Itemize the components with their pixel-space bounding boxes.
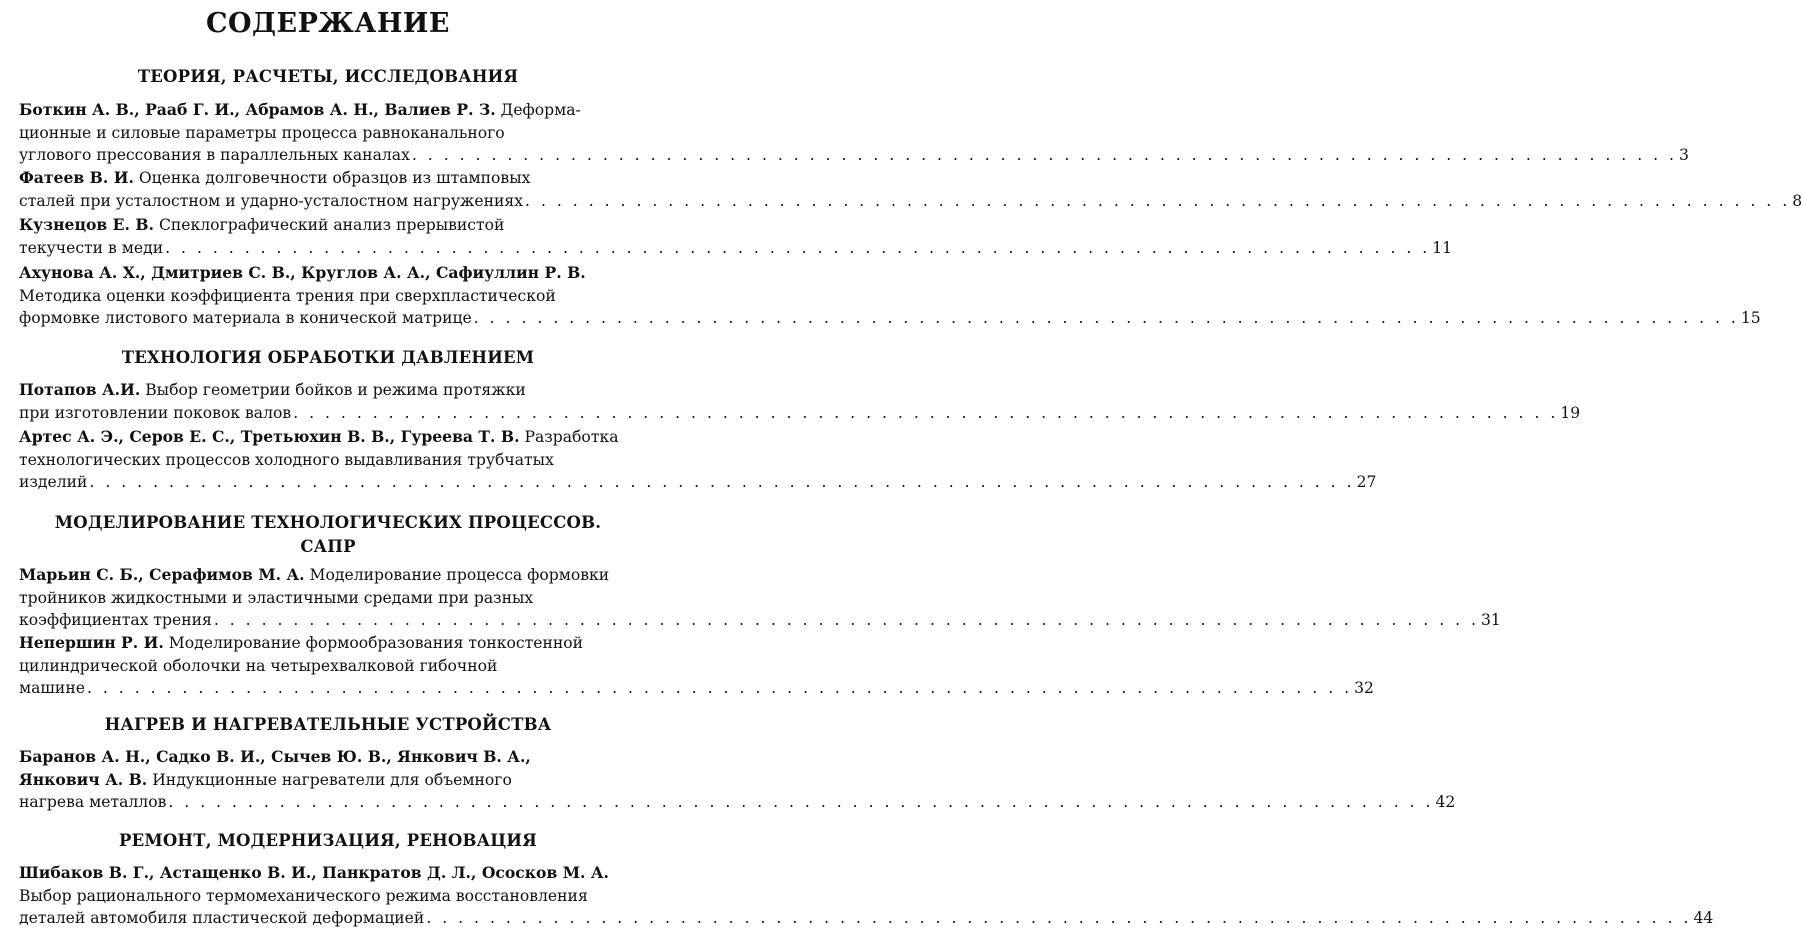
section-heading-line: ТЕХНОЛОГИЯ ОБРАБОТКИ ДАВЛЕНИЕМ bbox=[121, 348, 535, 367]
entry-line: Артес А. Э., Серов Е. С., Третьюхин В. В., Гуреева Т. В. Разработка bbox=[19, 427, 619, 446]
entry-line bbox=[19, 262, 631, 285]
entry-line: цилиндрической оболочки на четырехвалковой гибочной bbox=[19, 656, 498, 675]
entry-line: Выбор рационального термомеханического режима восстановления bbox=[19, 886, 588, 905]
section-heading bbox=[0, 346, 656, 370]
dot-leader: . . . . . . . . . . . . . . . . . . . . . . . . . . . . . . . . . . . . . . . . . . . . . . . . . . . . . . . . . . . . . . . . . . . . . . . . . . . . . . . . bbox=[293, 403, 1559, 422]
entry-text: коэффициентах трения bbox=[19, 611, 212, 629]
dot-leader: . . . . . . . . . . . . . . . . . . . . . . . . . . . . . . . . . . . . . . . . . . . . . . . . . . . . . . . . . . . . . . . . . . . . . . . . . . . . . . . . bbox=[426, 909, 1692, 927]
page-title: СОДЕРЖАНИЕ bbox=[206, 8, 450, 39]
entry-text: сталей при усталостном и ударно-усталостном нагружениях bbox=[19, 191, 524, 210]
dot-leader: . . . . . . . . . . . . . . . . . . . . . . . . . . . . . . . . . . . . . . . . . . . . . . . . . . . . . . . . . . . . . . . . . . . . . . . . . . . . . . . . bbox=[89, 473, 1355, 491]
page-number: 19 bbox=[1560, 403, 1581, 422]
toc-entry[interactable] bbox=[19, 379, 1581, 424]
entry-line bbox=[19, 237, 1453, 260]
dot-leader: . . . . . . . . . . . . . . . . . . . . . . . . . . . . . . . . . . . . . . . . . . . . . . . . . . . . . . . . . . . . . . . . . . . . . . . . . . . . . . . . bbox=[165, 238, 1431, 257]
entry-line: Фатеев В. И. Оценка долговечности образцов из штамповых bbox=[19, 168, 531, 187]
entry-text: машине bbox=[19, 679, 85, 697]
entry-line bbox=[19, 609, 1501, 632]
page-number: 31 bbox=[1481, 611, 1501, 629]
toc-entry[interactable] bbox=[19, 746, 1456, 814]
entry-text: нагрева металлов bbox=[19, 793, 167, 811]
section-heading-line: САПР bbox=[300, 537, 356, 556]
entry-line: Непершин Р. И. Моделирование формообразования тонкостенной bbox=[19, 633, 584, 652]
section-heading-line: ТЕОРИЯ, РАСЧЕТЫ, ИССЛЕДОВАНИЯ bbox=[137, 67, 519, 86]
page-number: 15 bbox=[1740, 309, 1761, 327]
page-number: 11 bbox=[1432, 238, 1453, 257]
entry-authors: Потапов А.И. bbox=[19, 380, 141, 399]
entry-line bbox=[19, 307, 1761, 330]
entry-authors: Янкович А. В. bbox=[19, 769, 148, 789]
section-heading bbox=[0, 65, 656, 89]
dot-leader: . . . . . . . . . . . . . . . . . . . . . . . . . . . . . . . . . . . . . . . . . . . . . . . . . . . . . . . . . . . . . . . . . . . . . . . . . . . . . . . . bbox=[213, 611, 1479, 629]
entry-authors: Боткин А. В., Рааб Г. И., Абрамов А. Н., Валиев Р. З. bbox=[19, 100, 496, 119]
section-heading bbox=[0, 713, 656, 737]
entry-line: тройников жидкостными и эластичными средами при разных bbox=[19, 588, 534, 607]
entry-authors: Кузнецов Е. В. bbox=[19, 215, 154, 234]
toc-entry[interactable] bbox=[19, 564, 1501, 632]
page-number: 8 bbox=[1792, 191, 1802, 210]
toc-entry[interactable] bbox=[19, 632, 1374, 700]
entry-authors: Непершин Р. И. bbox=[19, 633, 164, 652]
dot-leader: . . . . . . . . . . . . . . . . . . . . . . . . . . . . . . . . . . . . . . . . . . . . . . . . . . . . . . . . . . . . . . . . . . . . . . . . . . . . . . . . bbox=[86, 679, 1353, 697]
entry-line: Потапов А.И. Выбор геометрии бойков и режима протяжки bbox=[19, 380, 526, 399]
entry-text: изделий bbox=[19, 473, 88, 491]
entry-text: формовке листового материала в конической матрице bbox=[19, 309, 472, 327]
page-number: 3 bbox=[1679, 146, 1689, 164]
entry-text: текучести в меди bbox=[19, 238, 164, 257]
entry-line bbox=[19, 471, 1377, 494]
section-heading bbox=[0, 511, 656, 559]
section-heading-line: МОДЕЛИРОВАНИЕ ТЕХНОЛОГИЧЕСКИХ ПРОЦЕССОВ. bbox=[54, 513, 602, 532]
entry-line bbox=[19, 907, 1714, 930]
entry-text: углового прессования в параллельных каналах bbox=[19, 146, 410, 164]
entry-line: ционные и силовые параметры процесса равноканального bbox=[19, 123, 505, 142]
entry-authors: Шибаков В. Г., Астащенко В. И., Панкратов Д. Л., Ососков М. А. bbox=[19, 863, 609, 882]
page-number: 44 bbox=[1693, 909, 1714, 927]
entry-text: при изготовлении поковок валов bbox=[19, 403, 292, 422]
entry-line: Кузнецов Е. В. Спеклографический анализ прерывистой bbox=[19, 215, 505, 234]
entry-line: Боткин А. В., Рааб Г. И., Абрамов А. Н., Валиев Р. З. Деформа- bbox=[19, 100, 581, 119]
page-number: 42 bbox=[1435, 793, 1456, 811]
entry-line bbox=[19, 190, 1802, 213]
dot-leader: . . . . . . . . . . . . . . . . . . . . . . . . . . . . . . . . . . . . . . . . . . . . . . . . . . . . . . . . . . . . . . . . . . . . . . . . . . . . . . . . bbox=[411, 146, 1678, 164]
entry-line bbox=[19, 677, 1374, 700]
entry-line bbox=[19, 402, 1581, 425]
entry-authors: Фатеев В. И. bbox=[19, 168, 134, 187]
entry-line: технологических процессов холодного выдавливания трубчатых bbox=[19, 450, 554, 469]
entry-line: Методика оценки коэффициента трения при сверхпластической bbox=[19, 286, 556, 305]
page-number: 32 bbox=[1354, 679, 1374, 697]
entry-authors: Баранов А. Н., Садко В. И., Сычев Ю. В., Янкович В. А., bbox=[19, 747, 531, 766]
toc-entry[interactable] bbox=[19, 167, 1802, 212]
toc-entry[interactable] bbox=[19, 262, 1761, 330]
entry-line bbox=[19, 791, 1456, 814]
entry-line bbox=[19, 862, 631, 885]
entry-line: Марьин С. Б., Серафимов М. А. Моделирование процесса формовки bbox=[19, 565, 610, 584]
toc-entry[interactable] bbox=[19, 99, 1689, 167]
section-heading-line: РЕМОНТ, МОДЕРНИЗАЦИЯ, РЕНОВАЦИЯ bbox=[119, 831, 537, 850]
toc-entry[interactable] bbox=[19, 862, 1714, 930]
entry-line: Янкович А. В. Индукционные нагреватели для объемного bbox=[19, 769, 512, 789]
dot-leader: . . . . . . . . . . . . . . . . . . . . . . . . . . . . . . . . . . . . . . . . . . . . . . . . . . . . . . . . . . . . . . . . . . . . . . . . . . . . . . . . bbox=[473, 309, 1739, 327]
section-heading-line: НАГРЕВ И НАГРЕВАТЕЛЬНЫЕ УСТРОЙСТВА bbox=[104, 715, 552, 734]
dot-leader: . . . . . . . . . . . . . . . . . . . . . . . . . . . . . . . . . . . . . . . . . . . . . . . . . . . . . . . . . . . . . . . . . . . . . . . . . . . . . . . . bbox=[525, 191, 1791, 210]
entry-line bbox=[19, 144, 1689, 167]
entry-authors: Артес А. Э., Серов Е. С., Третьюхин В. В., Гуреева Т. В. bbox=[19, 427, 520, 446]
entry-authors: Марьин С. Б., Серафимов М. А. bbox=[19, 565, 305, 584]
toc-entry[interactable] bbox=[19, 214, 1453, 259]
entry-authors: Ахунова А. Х., Дмитриев С. В., Круглов А. А., Сафиуллин Р. В. bbox=[19, 263, 586, 282]
section-heading bbox=[0, 829, 656, 853]
dot-leader: . . . . . . . . . . . . . . . . . . . . . . . . . . . . . . . . . . . . . . . . . . . . . . . . . . . . . . . . . . . . . . . . . . . . . . . . . . . . . . . . bbox=[168, 793, 1434, 811]
page-number: 27 bbox=[1356, 473, 1377, 491]
entry-line bbox=[19, 746, 631, 769]
toc-entry[interactable] bbox=[19, 426, 1377, 494]
entry-text: деталей автомобиля пластической деформацией bbox=[19, 909, 425, 927]
